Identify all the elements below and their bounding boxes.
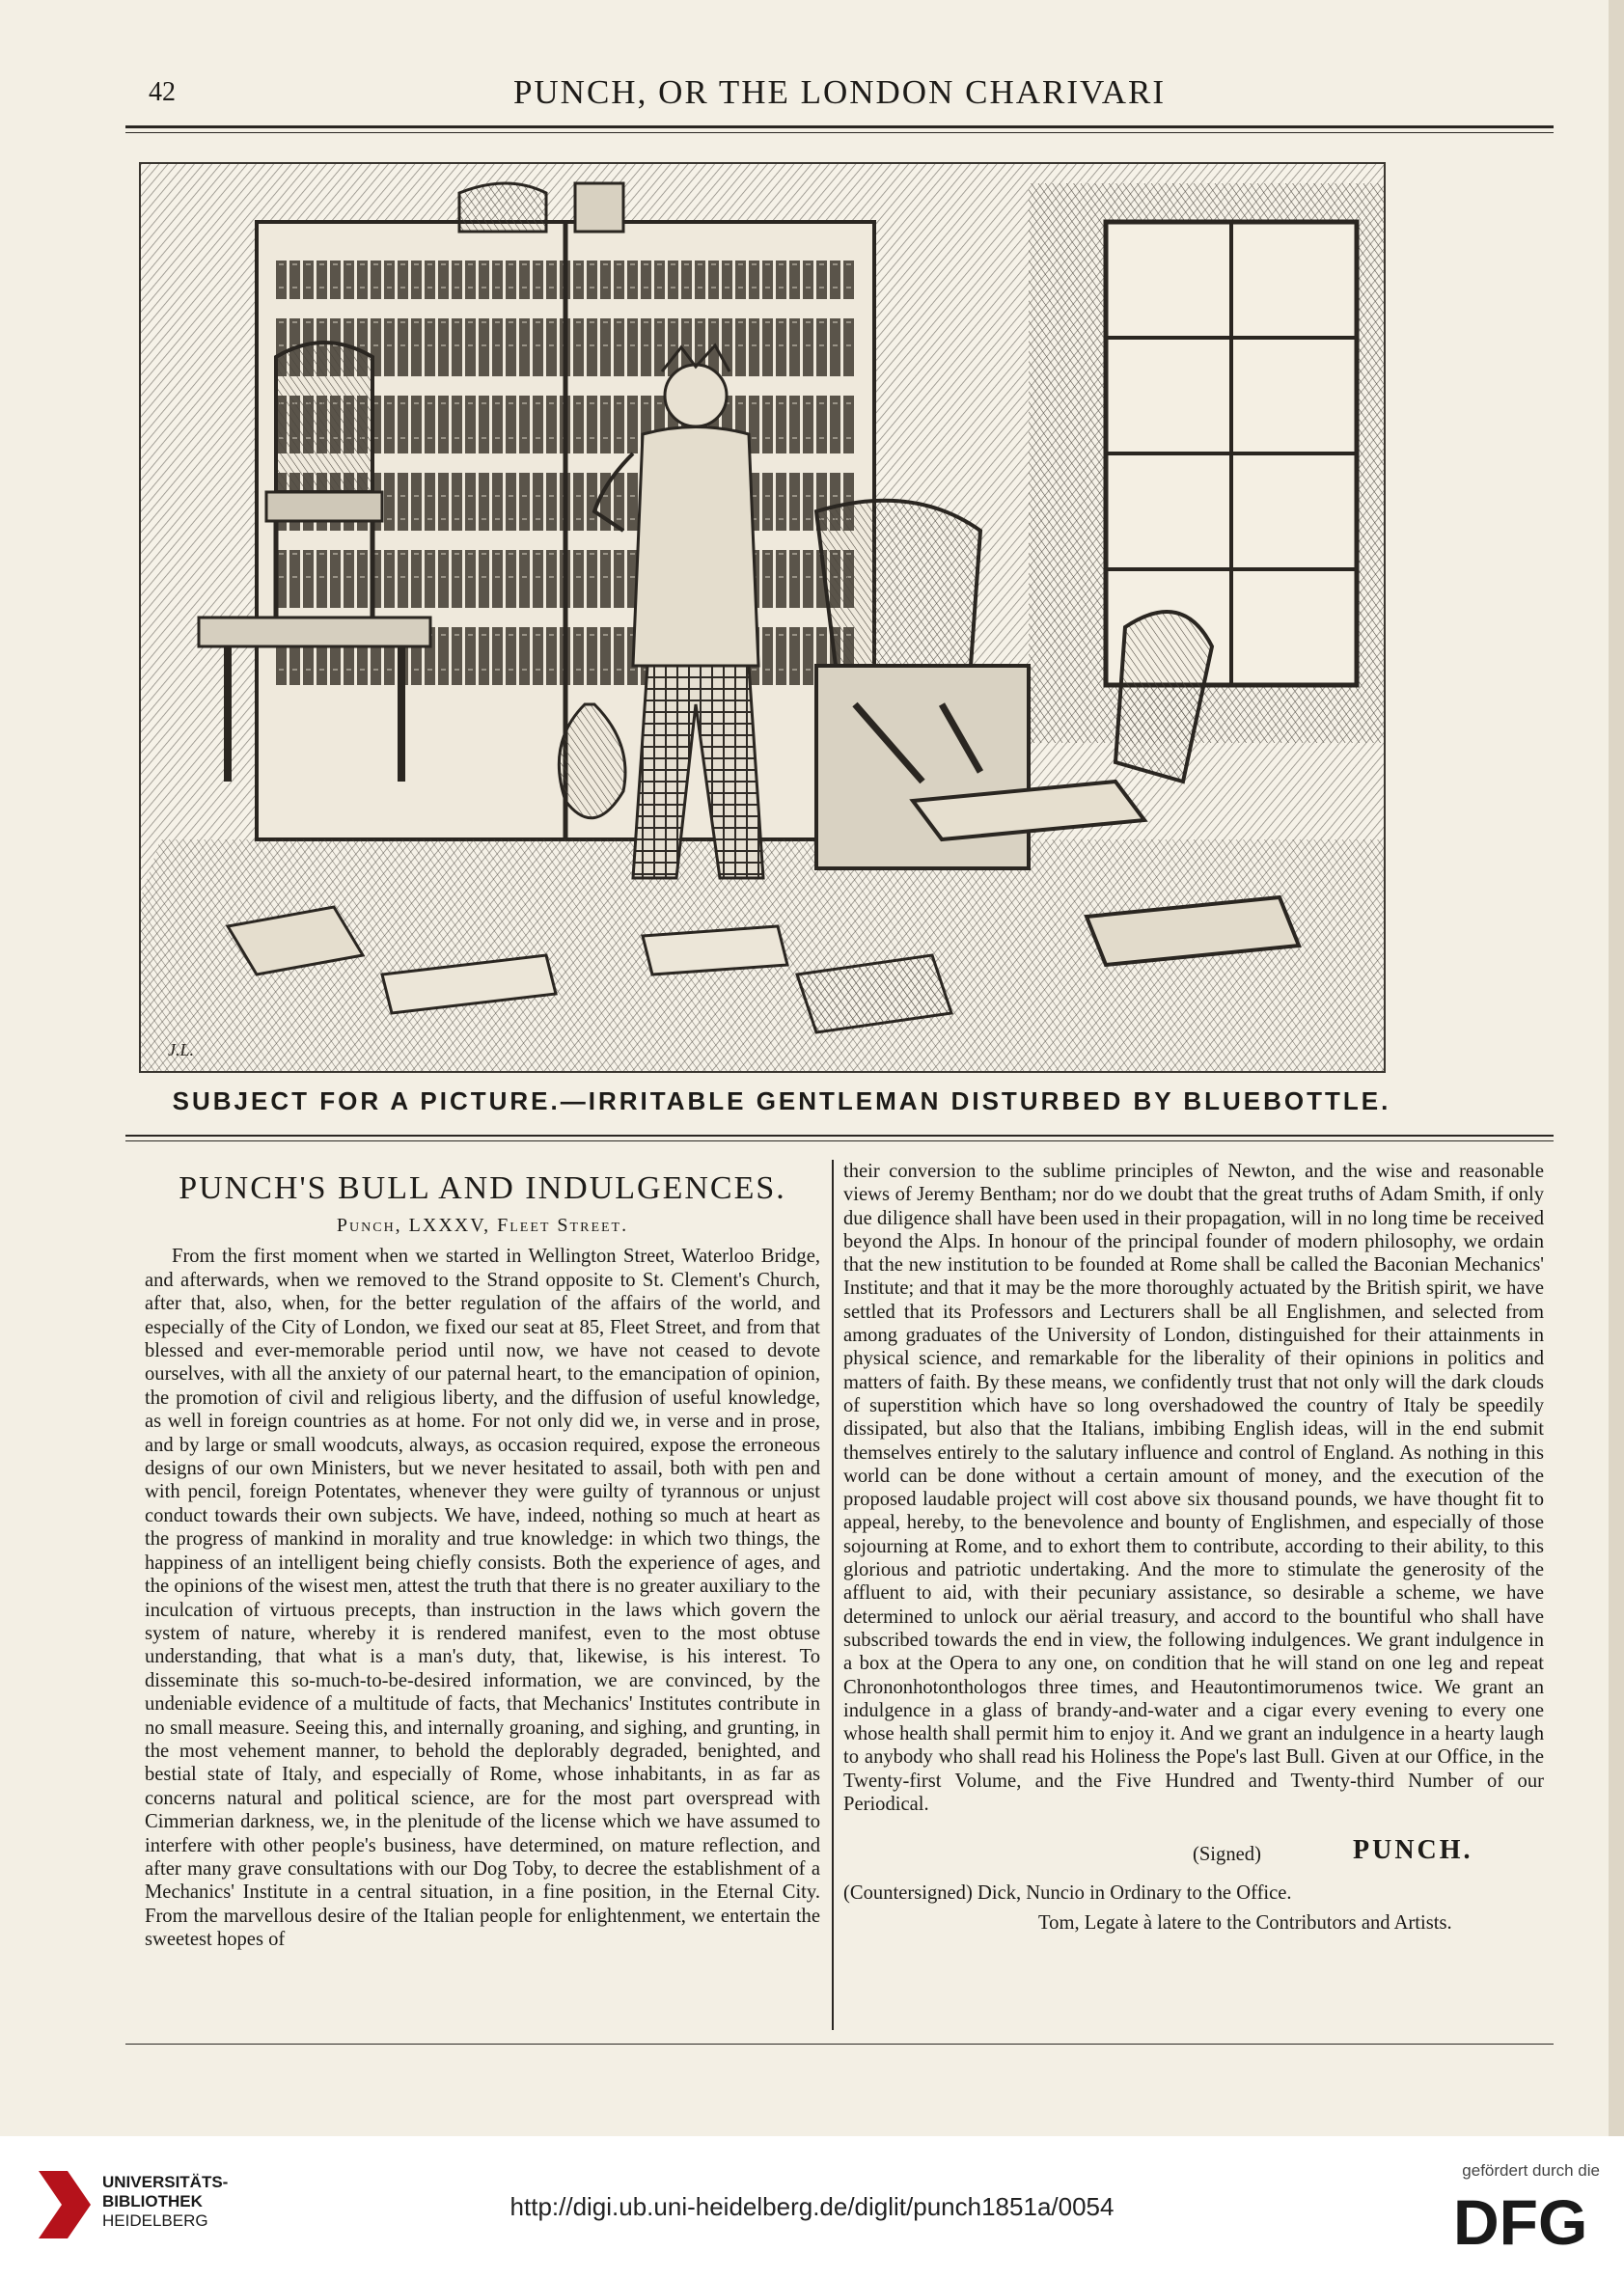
dfg-logo-icon bbox=[1453, 2188, 1598, 2252]
article-left-column bbox=[145, 1169, 820, 1952]
signature-block bbox=[843, 1837, 1544, 1874]
page-edge bbox=[1609, 0, 1624, 2136]
article-right-column bbox=[843, 1160, 1544, 1935]
caption-rule-top bbox=[125, 1135, 1554, 1137]
journal-title: PUNCH, OR THE LONDON CHARIVARI bbox=[512, 73, 1167, 111]
artist-signature: J.L. bbox=[168, 1040, 194, 1059]
signed-name: PUNCH. bbox=[1353, 1835, 1473, 1866]
illustration-caption: SUBJECT FOR A PICTURE.—IRRITABLE GENTLEMAN DISTURBED BY BLUEBOTTLE. bbox=[172, 1086, 1391, 1115]
page-bottom-rule bbox=[125, 2044, 1554, 2045]
article-dateline: Punch, LXXXV, Fleet Street. bbox=[336, 1215, 629, 1236]
library-name-line3: HEIDELBERG bbox=[102, 2211, 208, 2230]
signed-label: (Signed) bbox=[1193, 1844, 1261, 1866]
library-name-line1: UNIVERSITÄTS- bbox=[102, 2173, 229, 2191]
article-title: PUNCH'S BULL AND INDULGENCES. bbox=[179, 1170, 786, 1206]
countersigned-line: (Countersigned) Dick, Nuncio in Ordinary to the Office. bbox=[843, 1882, 1292, 1905]
caption-rule-bottom bbox=[125, 1140, 1554, 1141]
engraving-illustration bbox=[139, 162, 1386, 1073]
engraving-illustration-icon bbox=[141, 164, 1386, 1073]
header-rule-top bbox=[125, 125, 1554, 128]
source-url-link[interactable]: http://digi.ub.uni-heidelberg.de/diglit/punch1851a/0054 bbox=[509, 2192, 1115, 2221]
running-head bbox=[125, 73, 1554, 122]
article-text-left: From the first moment when we started in Wellington Street, Waterloo Bridge, and afterwards, when we removed to the Strand opposite to St. Clement's Church, after that, also, when, for the better regulation of the affairs of the world, and especially of the City of London, we fixed our seat at 85, Fleet Street, and from that blessed and ever-memorable period until now, we have not ceased to devote ourselves, with all the anxiety of our paternal heart, to the emancipation of opinion, the promotion of civil and religious liberty, and the diffusion of useful knowledge, as well in foreign countries as at home. For not only did we, in verse and in prose, and by large or small woodcuts, always, as occasion required, expose the erroneous designs of our own Ministers, but we never hesitated to assail, both with pen and with pencil, foreign Potentates, whenever they were guilty of tyrannous or unjust conduct towards their own subjects. We have, indeed, nothing so much at heart as the progress of mankind in morality and true knowledge: in which two things, the happiness of an intelligent being chiefly consists. Both the experience of ages, and the opinions of the wisest men, attest the truth that there is no greater auxiliary to the inculcation of virtuous precepts, than instruction in the laws which govern the system of nature, whereby it is rendered manifest, even to the most obtuse understanding, that what is a man's duty, that, likewise, is his interest. To disseminate this so-much-to-be-desired information, we are convinced, by the undeniable evidence of a multitude of facts, that Mechanics' Institutes contribute in no small measure. Seeing this, and internally groaning, and sighing, and grunting, in the most vehement manner, to behold the deplorably degraded, benighted, and bestial state of Italy, and especially of Rome, whose inhabitants, in as far as concerns natural and political science, are for the most part overspread with Cimmerian darkness, we, in the plenitude of the license which we have assumed to interfere with other people's business, have determined, on mature reflection, and after many grave consultations with our Dog Toby, to decree the establishment of a Mechanics' Institute in a central situation, in a fine position, in the Eternal City. From the marvellous desire of the Italian people for enlightenment, we entertain the sweetest hopes of bbox=[145, 1246, 820, 1951]
column-divider bbox=[832, 1160, 834, 2030]
funding-note: gefördert durch die bbox=[1462, 2161, 1600, 2180]
header-rule-bottom bbox=[125, 132, 1554, 133]
legate-line: Tom, Legate à latere to the Contributors and Artists. bbox=[1038, 1911, 1452, 1934]
digitization-footer bbox=[0, 2136, 1624, 2279]
page-number: 42 bbox=[149, 77, 176, 107]
dfg-logo-text: DFG bbox=[1453, 2188, 1588, 2252]
article-text-right: their conversion to the sublime principles of Newton, and the wise and reasonable views of Jeremy Bentham; nor do we doubt that the great truths of Adam Smith, if only due diligence shall have been used in their propagation, will in no long time be received beyond the Alps. In honour of the principal founder of modern philosophy, we ordain that the new institution to be founded at Rome shall be called the Baconian Mechanics' Institute; and that it may be the more thoroughly actuated by the British spirit, we have settled that its Professors and Lecturers shall be all Englishmen, and selected from among graduates of the University of London, distinguished for their attainments in physical science, and remarkable for the liberality of their opinions in politics and matters of faith. By these means, we confidently trust that not only will the dark clouds of superstition which have so long overshadowed the country of Italy be speedily dissipated, but also that the Italians, imbibing English ideas, will in the end submit themselves entirely to the salutary influence and control of England. As nothing in this world can be done without a certain amount of money, and the execution of the proposed laudable project will cost above six thousand pounds, we have thought fit to appeal, hereby, to the benevolence and bounty of Englishmen, and especially of those sojourning at Rome, and to exhort them to contribute, according to their ability, to this glorious and patriotic undertaking. And the more to stimulate the generosity of the affluent to aid, with their pecuniary assistance, so desirable a scheme, we have determined to unlock our aërial treasury, and accord to the bountiful who shall have subscribed towards the end in view, the following indulgences. We grant indulgence in a box at the Opera to any one, on condition that he will stand on one leg and repeat Chrononhotonthologos three times, and Heautontimorumenos twice. We grant an indulgence in a glass of brandy-and-water and a cigar every evening to every one whose health shall permit him to enjoy it. And we grant an indulgence in a hearty laugh to anybody who shall read his Holiness the Pope's last Bull. Given at our Office, in the Twenty-first Volume, and the Five Hundred and Twenty-third Number of our Periodical. bbox=[843, 1161, 1544, 1816]
library-name-line2: BIBLIOTHEK bbox=[102, 2192, 203, 2210]
